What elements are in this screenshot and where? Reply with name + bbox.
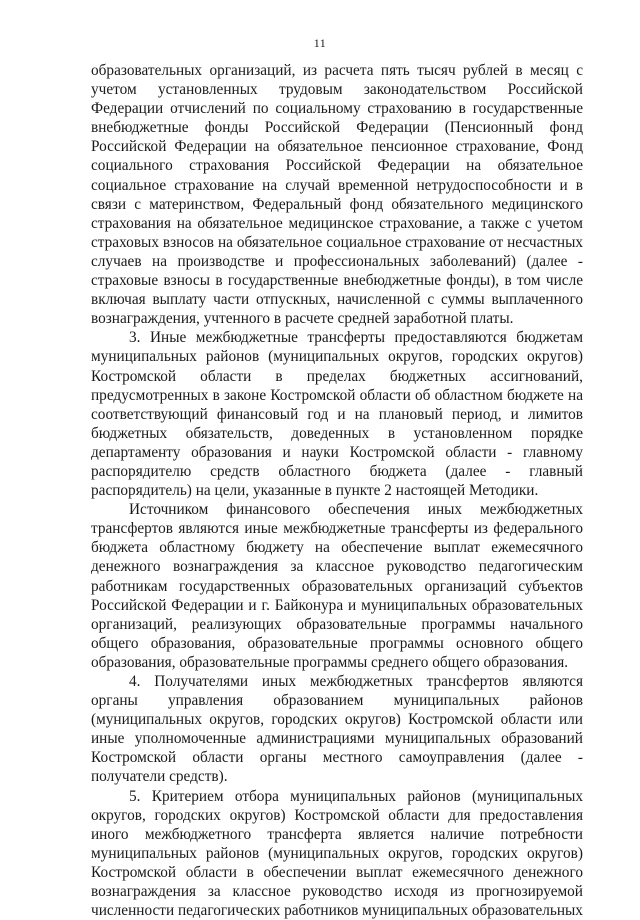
paragraph-continuation: образовательных организаций, из расчета пять тысяч рублей в месяц с учетом установленных трудовым законодательством Российской Федерации отчислений по социальному страхованию в государственные внебюджетные фонды Российской Федерации (Пенсионный фонд Российской Федерации на обязательное пенсионное страхование, Фонд социального страхования Российской Федерации на обязательное социальное страхование на случай временной нетрудоспособности и в связи с материнством, Федеральный фонд обязательного медицинского страхования на обязательное медицинское страхование, а также с учетом страховых взносов на обязательное социальное страхование от несчастных случаев на производстве и профессиональных заболеваний) (далее - страховые взносы в государственные внебюджетные фонды), в том числе включая выплату части отпускных, начисленной с суммы выплаченного вознаграждения, учтенного в расчете средней заработной платы.: [91, 62, 583, 328]
paragraph-item-4: 4. Получателями иных межбюджетных трансфертов являются органы управления образованием муниципальных районов (муниципальных округов, городских округов) Костромской области или иные уполномоченные администрациями муниципальных образований Костромской области органы местного самоуправления (далее - получатели средств).: [91, 673, 583, 786]
paragraph-funding-source: Источником финансового обеспечения иных межбюджетных трансфертов являются иные межбюджетные трансферты из федерального бюджета областному бюджету на обеспечение выплат ежемесячного денежного вознаграждения за классное руководство педагогическим работникам государственных образовательных организаций субъектов Российской Федерации и г. Байконура и муниципальных образовательных организаций, реализующих образовательные программы начального общего образования, образовательные программы основного общего образования, образовательные программы среднего общего образования.: [91, 501, 583, 671]
paragraph-item-5: 5. Критерием отбора муниципальных районов (муниципальных округов, городских округов) Костромской области для предоставления иного межбюджетного трансферта является наличие потребности муниципальных районов (муниципальных округов, городских округов) Костромской области в обеспечении выплат ежемесячного денежного вознаграждения за классное руководство исходя из прогнозируемой численности педагогических работников муниципальных образовательных: [91, 787, 583, 920]
page-number: 11: [313, 36, 327, 50]
document-body: [91, 61, 583, 920]
paragraph-item-3: 3. Иные межбюджетные трансферты предоставляются бюджетам муниципальных районов (муниципальных округов, городских округов) Костромской области в пределах бюджетных ассигнований, предусмотренных в законе Костромской области об областном бюджете на соответствующий финансовый год и на плановый период, и лимитов бюджетных обязательств, доведенных в установленном порядке департаменту образования и науки Костромской области - главному распорядителю средств областного бюджета (далее - главный распорядитель) на цели, указанные в пункте 2 настоящей Методики.: [91, 329, 583, 500]
